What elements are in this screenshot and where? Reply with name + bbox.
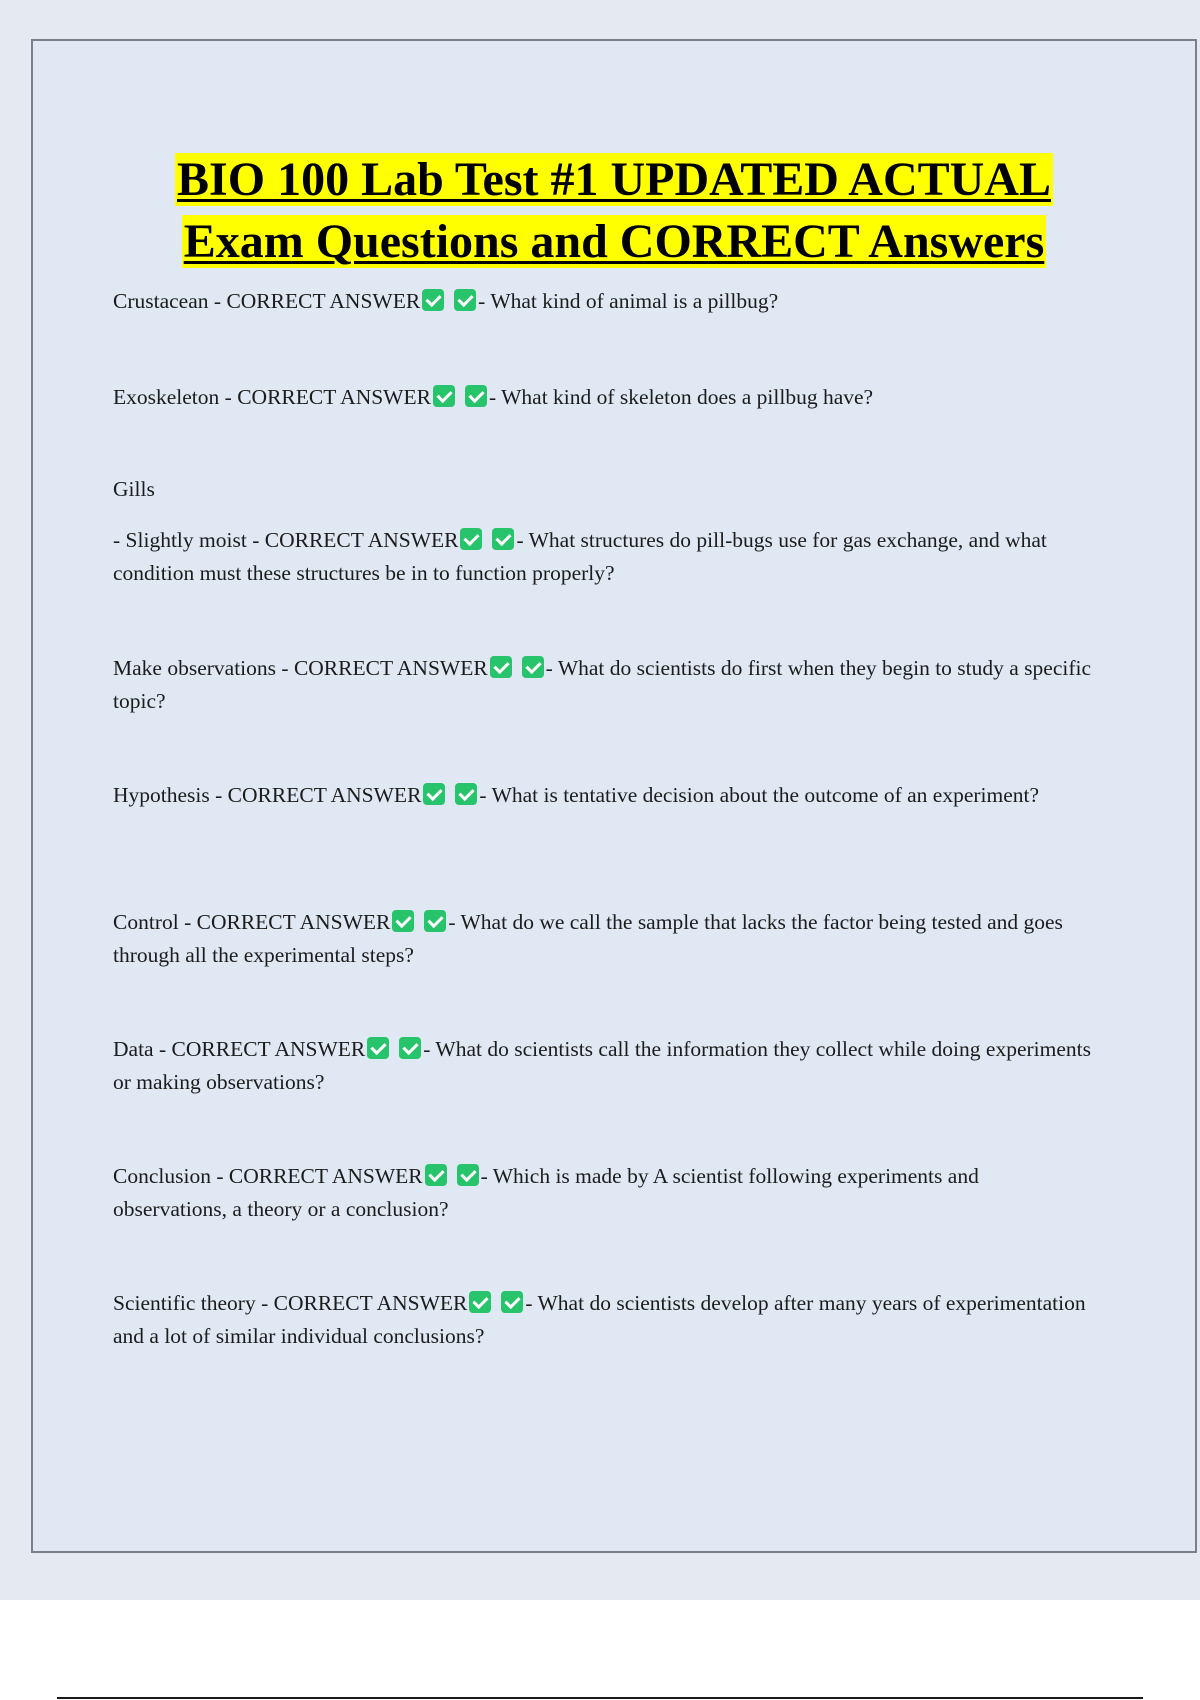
correct-answer-label: CORRECT ANSWER xyxy=(228,1164,423,1188)
answer-text: Gills xyxy=(113,477,155,501)
correct-answer-label: CORRECT ANSWER xyxy=(293,656,488,680)
correct-answer-label: CORRECT ANSWER xyxy=(171,1037,366,1061)
answer-text: Hypothesis xyxy=(113,783,210,807)
check-box-icon xyxy=(460,528,482,550)
answer-text: Crustacean xyxy=(113,289,209,313)
qa-item: Control - CORRECT ANSWER - What do we call the sample that lacks the factor being tested and goes through all the experimental steps? xyxy=(113,910,1063,967)
answer-text: Make observations xyxy=(113,656,277,680)
answer-text: Control xyxy=(113,910,179,934)
check-box-icon xyxy=(433,385,455,407)
check-box-icon xyxy=(501,1291,523,1313)
question-text: What structures do pill-bugs use for gas exchange, and what condition must these structures be in to function properly? xyxy=(113,528,1047,585)
check-box-icon xyxy=(490,656,512,678)
qa-item: Crustacean - CORRECT ANSWER - What kind of animal is a pillbug? xyxy=(113,289,779,313)
title-line-2: Exam Questions and CORRECT Answers xyxy=(183,215,1045,268)
check-box-icon xyxy=(492,528,514,550)
qa-item: Gills - Slightly moist - CORRECT ANSWER - What structures do pill-bugs use for gas exchange, and what condition must these structures be in to function properly? xyxy=(113,473,1093,590)
correct-answer-label: CORRECT ANSWER xyxy=(196,910,391,934)
check-box-icon xyxy=(367,1037,389,1059)
check-box-icon xyxy=(399,1037,421,1059)
correct-answer-label: CORRECT ANSWER xyxy=(237,385,431,409)
qa-item: Exoskeleton - CORRECT ANSWER - What kind of skeleton does a pillbug have? xyxy=(113,385,874,409)
check-box-icon xyxy=(425,1164,447,1186)
qa-item: Hypothesis - CORRECT ANSWER - What is tentative decision about the outcome of an experiment? xyxy=(113,783,1040,807)
answer-text: Scientific theory xyxy=(113,1291,256,1315)
check-box-icon xyxy=(424,910,446,932)
check-box-icon xyxy=(423,783,445,805)
check-box-icon xyxy=(469,1291,491,1313)
answer-text: Data xyxy=(113,1037,154,1061)
qa-item: Scientific theory - CORRECT ANSWER - What do scientists develop after many years of experimentation and a lot of similar individual conclusions? xyxy=(113,1291,1086,1348)
question-text: What do scientists call the information they collect while doing experiments or making observations? xyxy=(113,1037,1091,1094)
check-box-icon xyxy=(522,656,544,678)
check-box-icon xyxy=(392,910,414,932)
answer-text: Exoskeleton xyxy=(113,385,220,409)
question-text: What do scientists do first when they begin to study a specific topic? xyxy=(113,656,1092,713)
answer-text: - Slightly moist xyxy=(113,528,247,552)
question-text: What kind of skeleton does a pillbug have? xyxy=(501,385,874,409)
correct-answer-label: CORRECT ANSWER xyxy=(227,783,422,807)
question-text: What kind of animal is a pillbug? xyxy=(490,289,779,313)
qa-item: Conclusion - CORRECT ANSWER - Which is made by A scientist following experiments and observations, a theory or a conclusion? xyxy=(113,1164,979,1221)
check-box-icon xyxy=(465,385,487,407)
footer-divider xyxy=(57,1697,1143,1699)
correct-answer-label: CORRECT ANSWER xyxy=(264,528,459,552)
qa-item: Make observations - CORRECT ANSWER - What do scientists do first when they begin to study a specific topic? xyxy=(113,656,1092,713)
question-text: What do we call the sample that lacks the factor being tested and goes through all the experimental steps? xyxy=(113,910,1063,967)
question-text: What do scientists develop after many years of experimentation and a lot of similar individual conclusions? xyxy=(113,1291,1086,1348)
question-text: Which is made by A scientist following experiments and observations, a theory or a conclusion? xyxy=(113,1164,979,1221)
qa-item: Data - CORRECT ANSWER - What do scientists call the information they collect while doing experiments or making observations? xyxy=(113,1037,1091,1094)
check-box-icon xyxy=(422,289,444,311)
check-box-icon xyxy=(457,1164,479,1186)
check-box-icon xyxy=(454,289,476,311)
answer-text: Conclusion xyxy=(113,1164,211,1188)
correct-answer-label: CORRECT ANSWER xyxy=(273,1291,468,1315)
document-title xyxy=(33,149,1195,273)
title-line-1: BIO 100 Lab Test #1 UPDATED ACTUAL xyxy=(177,153,1051,206)
check-box-icon xyxy=(455,783,477,805)
question-text: What is tentative decision about the outcome of an experiment? xyxy=(491,783,1040,807)
correct-answer-label: CORRECT ANSWER xyxy=(226,289,421,313)
